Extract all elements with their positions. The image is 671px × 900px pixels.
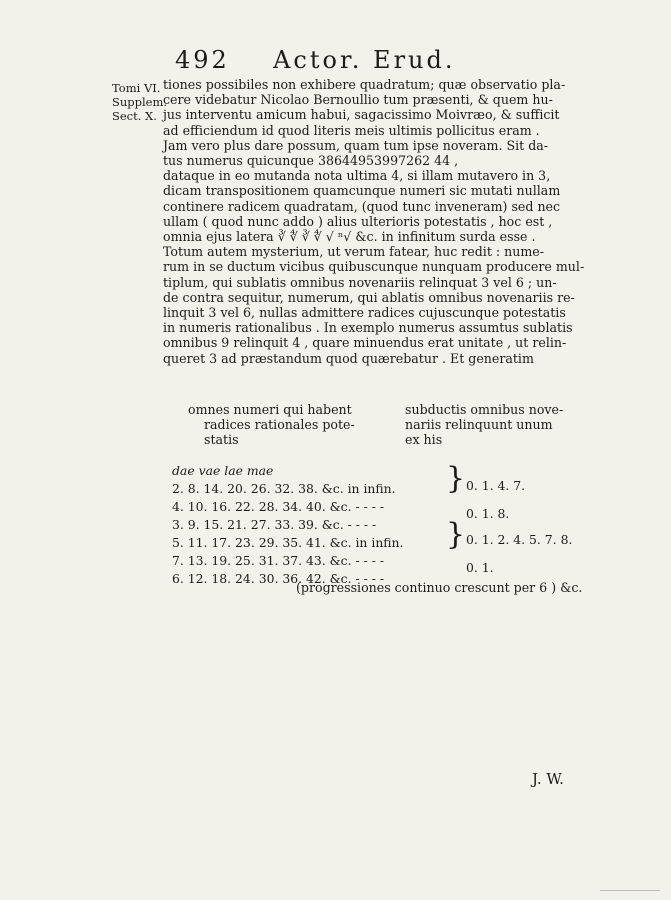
column-head-line: radices rationales pote- (204, 417, 355, 432)
text-line: linquit 3 vel 6, nullas admittere radices cujuscunque potestatis (163, 305, 566, 321)
page-edge-line (600, 890, 660, 891)
margin-note-line: Supplem. (112, 95, 168, 109)
text-line: cere videbatur Nicolao Bernoullio tum præsenti, & quem hu- (163, 92, 553, 108)
column-head-line: nariis relinquunt unum (405, 417, 553, 432)
result-row-3: 0. 1. 8. (466, 506, 510, 521)
text-line: Totum autem mysterium, ut verum fatear, huc redit : nume- (163, 244, 545, 260)
table-row: 6. 12. 18. 24. 30. 36. 42. &c. - - - - (172, 571, 385, 586)
text-line: omnia ejus latera ∛ ∜ ∛ ∜ √ ⁿ√ &c. in infinitum surda esse . (163, 229, 536, 245)
column-head-right (405, 402, 563, 447)
result-group-1: 0. 1. 4. 7. (466, 478, 526, 493)
text-line: ullam ( quod nunc addo ) alius ulterioris potestatis , hoc est , (163, 213, 553, 229)
text-line: tus numerus quicunque 38644953997262 44 , (163, 153, 459, 169)
table-row: 4. 10. 16. 22. 28. 34. 40. &c. - - - - (172, 499, 385, 514)
text-line: de contra sequitur, numerum, qui ablatis omnibus novenariis re- (163, 289, 575, 305)
column-head-line: statis (204, 432, 239, 447)
text-line: dicam transpositionem quamcunque numeri sic mutati nullam (163, 183, 561, 199)
table-row: 2. 8. 14. 20. 26. 32. 38. &c. in infin. (172, 481, 396, 496)
text-line: tiones possibiles non exhibere quadratum; quæ observatio pla- (163, 77, 566, 92)
body-text (163, 77, 593, 366)
margin-note-line: Sect. X. (112, 109, 157, 123)
column-head-line: ex his (405, 432, 443, 447)
column-head-left (188, 402, 355, 447)
text-line: dataque in eo mutanda nota ultima 4, si illam mutavero in 3, (163, 168, 551, 184)
result-row-6: 0. 1. (466, 560, 494, 575)
margin-note-line: Tomi VI. (112, 81, 161, 95)
table-row: 5. 11. 17. 23. 29. 35. 41. &c. in infin. (172, 535, 404, 550)
page-header (175, 46, 456, 74)
number-table (172, 462, 403, 588)
text-line: rum in se ductum vicibus quibuscunque nunquam producere mul- (163, 259, 585, 275)
page-number: 492 (175, 46, 230, 74)
column-head-line: omnes numeri qui habent (188, 402, 352, 417)
brace-group-2: } (446, 517, 466, 552)
result-group-2: 0. 1. 2. 4. 5. 7. 8. (466, 532, 573, 547)
text-line: ad efficiendum id quod literis meis ultimis pollicitus eram . (163, 122, 540, 138)
margin-note (112, 81, 167, 123)
column-head-line: subductis omnibus nove- (405, 402, 564, 417)
text-line: jus interventu amicum habui, sagacissimo Moivræo, & sufficit (163, 107, 560, 123)
table-header: dae vae lae mae (172, 463, 274, 478)
text-line: Jam vero plus dare possum, quam tum ipse noveram. Sit da- (163, 137, 549, 153)
text-line: continere radicem quadratam, (quod tunc inveneram) sed nec (163, 198, 561, 214)
text-line: in numeris rationalibus . In exemplo numerus assumtus sublatis (163, 320, 573, 336)
table-footnote: (progressiones continuo crescunt per 6 ) &c. (296, 580, 583, 595)
text-line: omnibus 9 relinquit 4 , quare minuendus erat unitate , ut relin- (163, 335, 567, 351)
text-line: queret 3 ad præstandum quod quærebatur . Et generatim (163, 350, 534, 366)
table-row: 3. 9. 15. 21. 27. 33. 39. &c. - - - - (172, 517, 377, 532)
running-title: Actor. Erud. (273, 46, 456, 74)
brace-group-1: } (446, 461, 466, 496)
table-row: 7. 13. 19. 25. 31. 37. 43. &c. - - - - (172, 553, 385, 568)
signature: J. W. (532, 770, 564, 788)
text-line: tiplum, qui sublatis omnibus novenariis relinquat 3 vel 6 ; un- (163, 274, 557, 290)
